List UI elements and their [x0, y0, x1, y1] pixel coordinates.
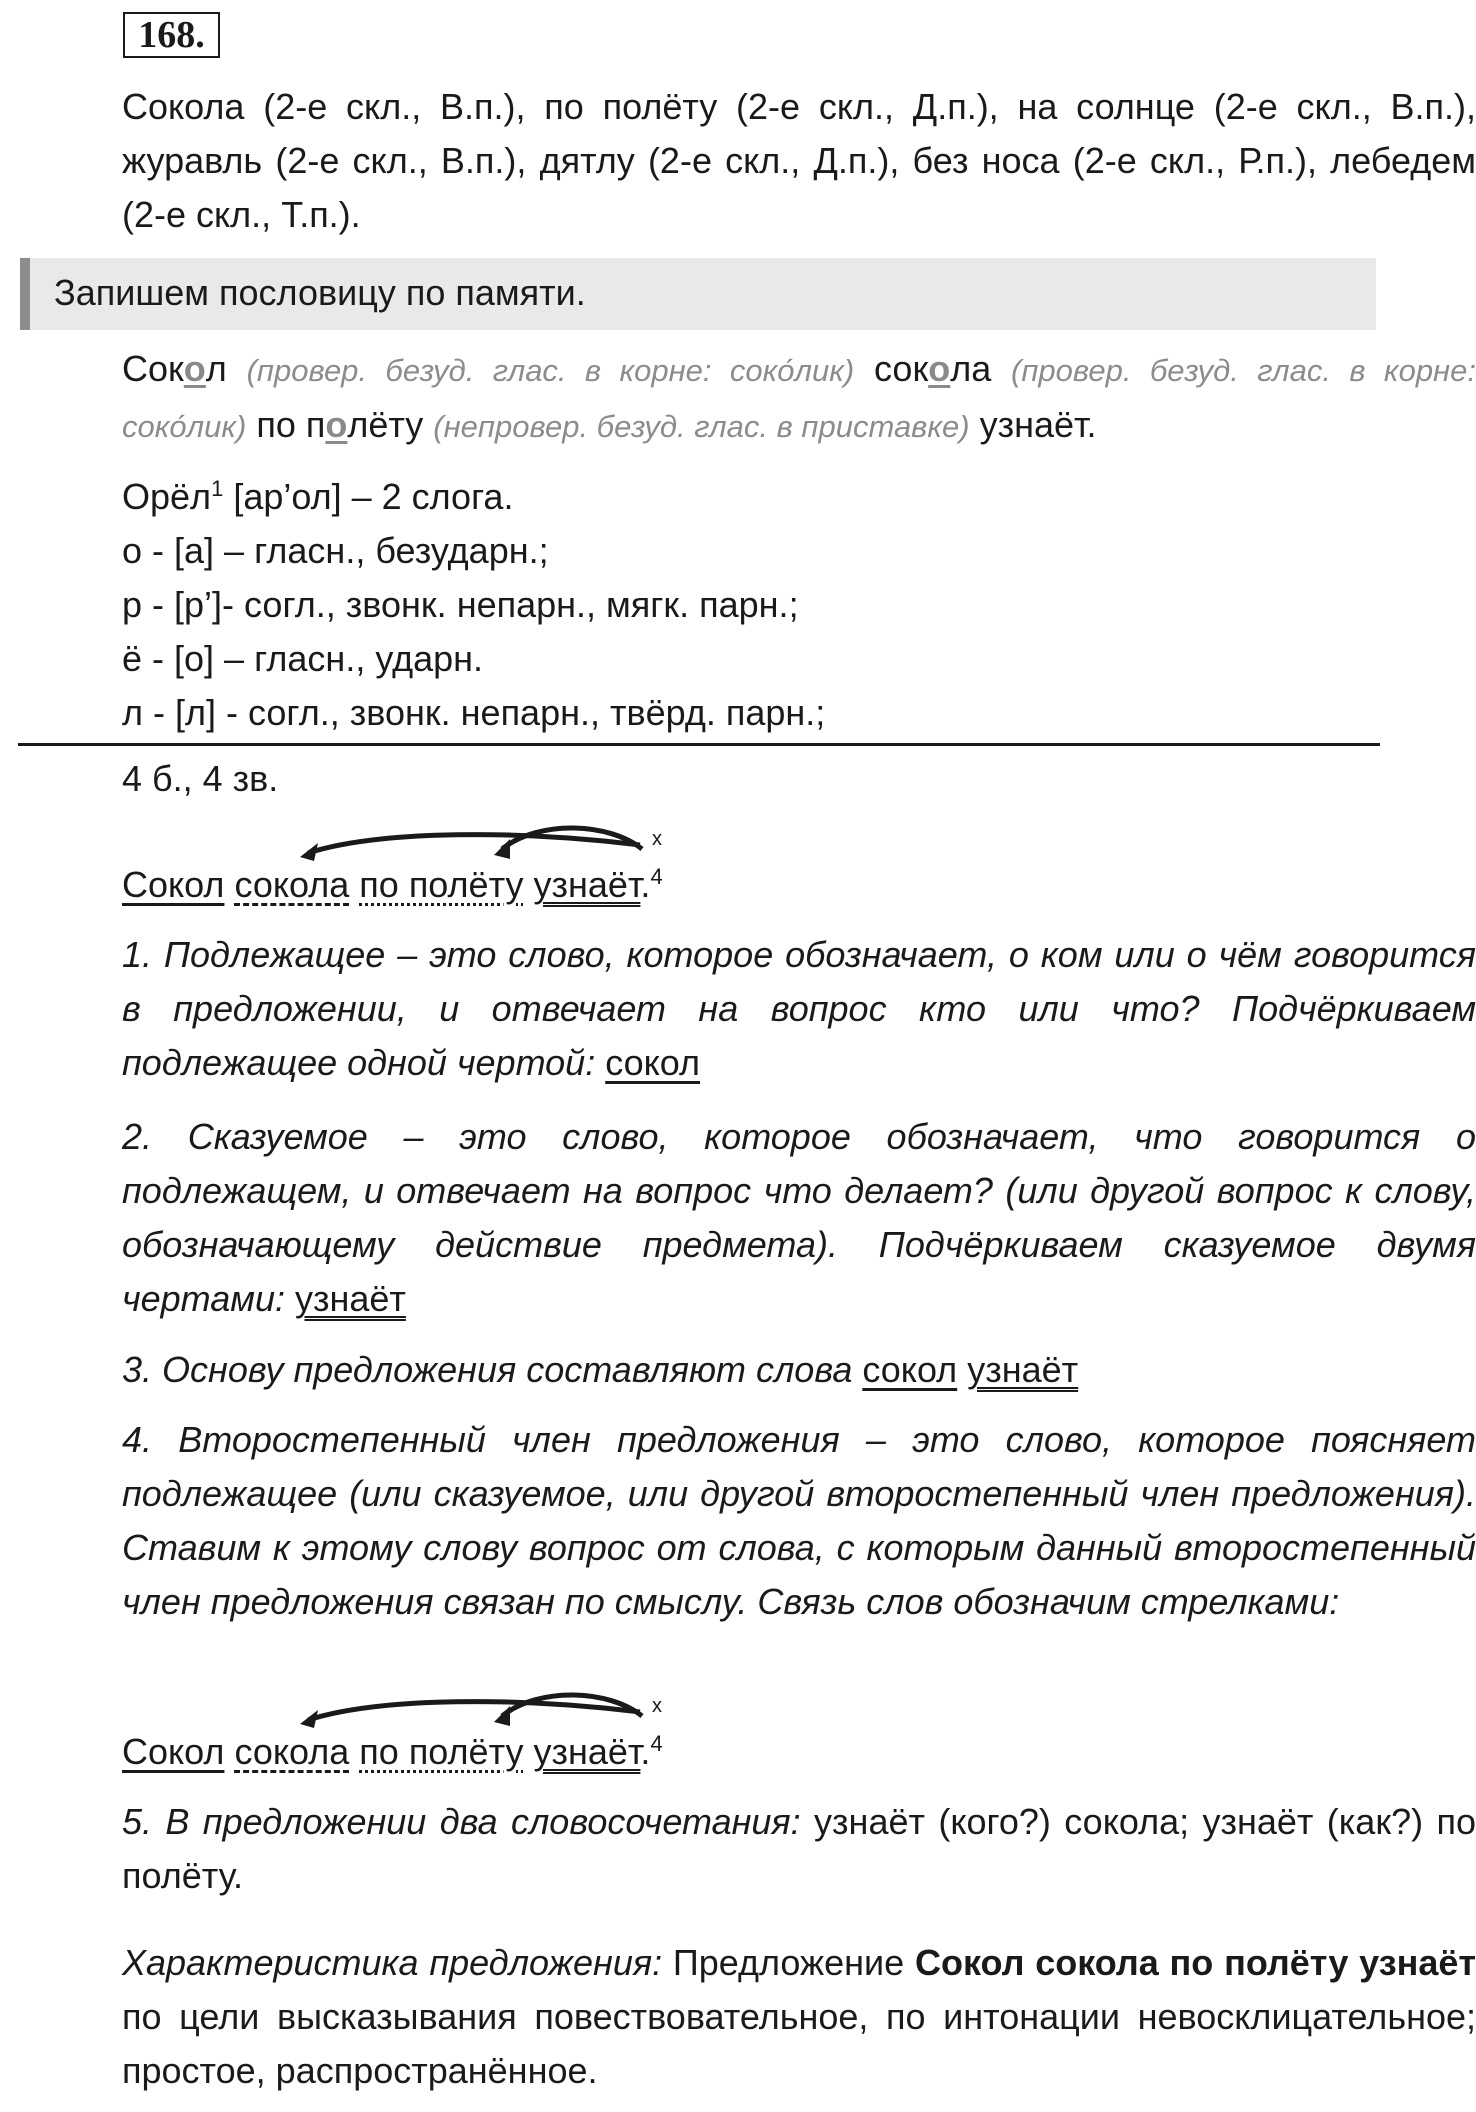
sentence-object: сокола	[234, 1731, 350, 1772]
proverb-note-2: (провер. безуд. глас. в корне: соко́лик)	[122, 353, 1476, 444]
exercise-number: 168.	[123, 12, 220, 58]
arrow-mark-2: х	[652, 1695, 662, 1717]
step-5: 5. В предложении два словосочетания: узнаёт (кого?) сокола; узнаёт (как?) по полёту.	[122, 1801, 1476, 1896]
proverb-note-3: (непровер. безуд. глас. в приставке)	[433, 409, 970, 444]
proverb-word-2: сокола	[874, 348, 992, 389]
parsed-sentence-2: Сокол сокола по полёту узнаёт.$^4$	[122, 1731, 663, 1772]
sentence-subject: Сокол	[122, 1731, 225, 1772]
phonetic-line-4: ё - [о] – гласн., ударн.	[122, 638, 484, 679]
step-1-word: сокол	[605, 1042, 701, 1083]
proverb-word-4: узнаёт.	[979, 404, 1097, 445]
intro-paragraph: Сокола (2-е скл., В.п.), по полёту (2-е скл., Д.п.), на солнце (2-е скл., В.п.), журавль (2-е скл., В.п.), дятлу (2-е скл., Д.п.), без носа (2-е скл., Р.п.), лебедем (2-е скл., Т.п.).	[122, 86, 1476, 235]
divider-line	[18, 743, 1380, 746]
connection-arrows-2	[0, 1672, 1400, 1732]
phonetic-line-3: р - [р’]- согл., звонк. непарн., мягк. парн.;	[122, 584, 799, 625]
phonetic-analysis	[22, 470, 1476, 740]
phonetic-line-1: Орёл$^1$ [ар’ол] – 2 слога.	[122, 476, 514, 517]
step-1: 1. Подлежащее – это слово, которое обозначает, о ком или о чём говорится в предложении, и отвечает на вопрос кто или что? Подчёркиваем подлежащее одной чертой: сокол	[122, 934, 1476, 1083]
proverb-word-1: Сокол	[122, 348, 227, 389]
parsed-sentence-1: Сокол сокола по полёту узнаёт.$^4$	[122, 864, 663, 905]
sentence-predicate: узнаёт	[533, 1731, 641, 1772]
arrow-mark-1: х	[652, 828, 662, 850]
step-2: 2. Сказуемое – это слово, которое обозначает, что говорится о подлежащем, и отвечает на вопрос что делает? (или другой вопрос к слову, обозначающему действие предмета). Подчёркиваем сказуемое двумя чертами: узнаёт	[122, 1116, 1476, 1319]
step-3-word-1: сокол	[862, 1349, 958, 1390]
sentence-adverbial: по полёту	[359, 864, 524, 905]
proverb-word-3: по полёту	[256, 404, 424, 445]
instruction-banner: Запишем пословицу по памяти.	[20, 258, 1376, 330]
step-3: 3. Основу предложения составляют слова сокол узнаёт	[122, 1349, 1079, 1390]
step-4: 4. Второстепенный член предложения – это слово, которое поясняет подлежащее (или сказуемое, или другой второстепенный член предложения). Ставим к этому слову вопрос от слова, с которым данный второстепенный член предложения связан по смыслу. Связь слов обозначим стрелками:	[122, 1419, 1476, 1622]
phonetic-line-2: о - [а] – гласн., безударн.;	[122, 530, 549, 571]
step-2-word: узнаёт	[295, 1278, 406, 1319]
sentence-object: сокола	[234, 864, 350, 905]
characteristic-sentence: Сокол сокола по полёту узнаёт	[914, 1942, 1476, 1983]
letter-sound-count: 4 б., 4 зв.	[122, 758, 279, 799]
connection-arrows-1	[0, 805, 1400, 865]
proverb-paragraph	[22, 342, 1476, 454]
sentence-predicate: узнаёт	[533, 864, 641, 905]
sentence-adverbial: по полёту	[359, 1731, 524, 1772]
step-3-word-2: узнаёт	[967, 1349, 1079, 1390]
sentence-subject: Сокол	[122, 864, 225, 905]
sentence-characteristic: Характеристика предложения: Предложение Сокол сокола по полёту узнаёт по цели высказывания повествовательное, по интонации невосклицательное; простое, распространённое.	[122, 1942, 1476, 2091]
proverb-note-1: (провер. безуд. глас. в корне: соко́лик)	[246, 353, 855, 388]
phonetic-line-5: л - [л] - согл., звонк. непарн., твёрд. парн.;	[122, 692, 826, 733]
